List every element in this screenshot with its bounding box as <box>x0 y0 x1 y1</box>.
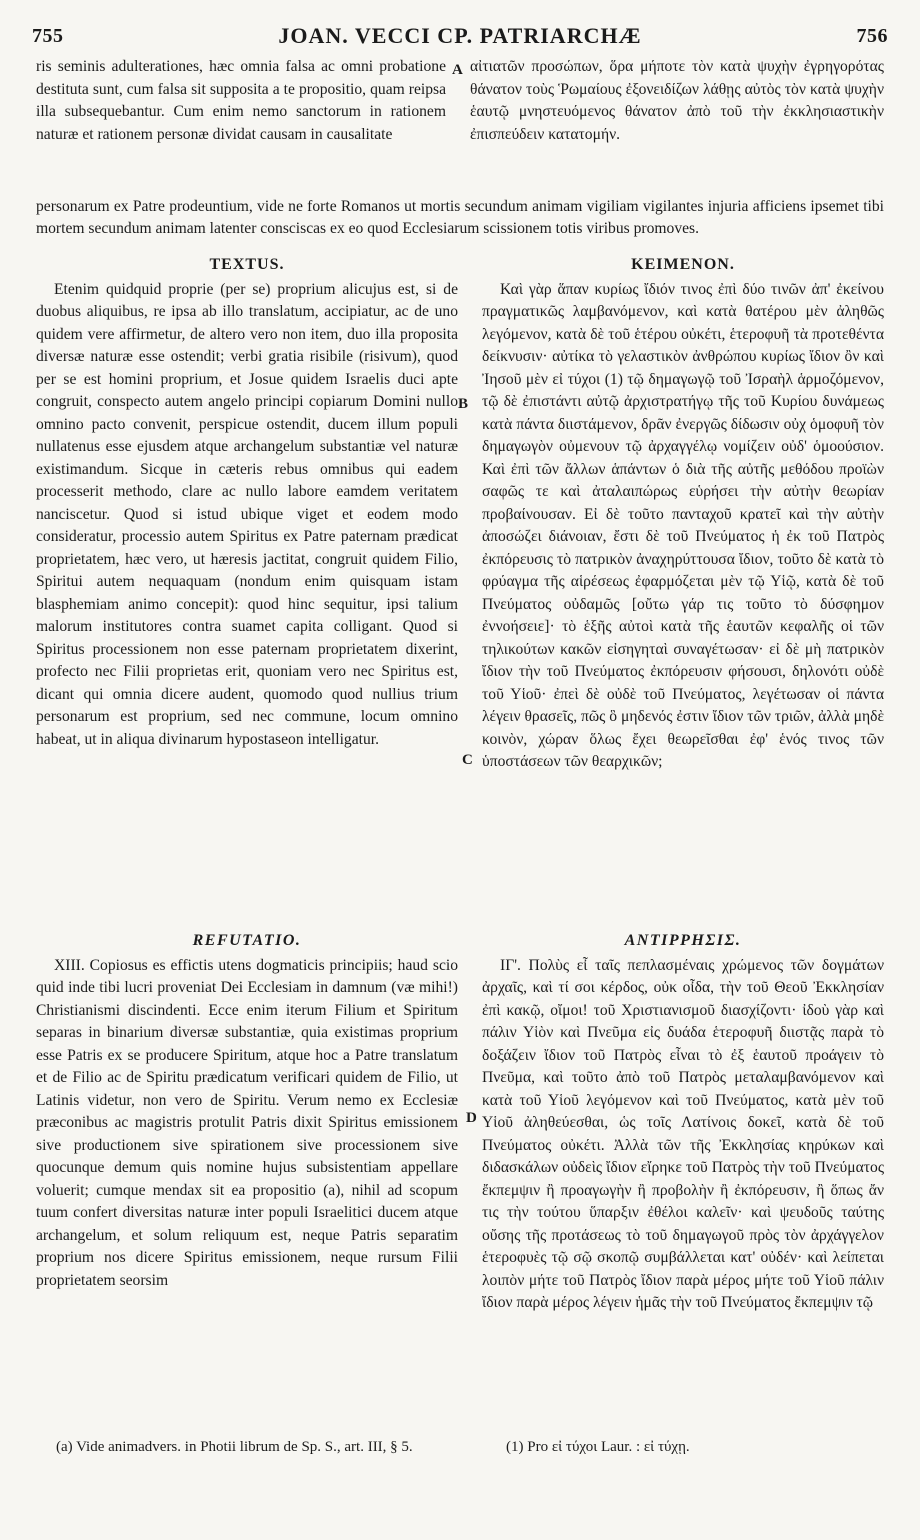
refutatio-heading: REFUTATIO. <box>192 932 302 949</box>
keimenon-column <box>482 252 884 774</box>
keimenon-heading: ΚΕΙΜΕΝΟΝ. <box>631 256 735 273</box>
antirrhesis-column <box>482 928 884 1315</box>
margin-marker-c: C <box>462 752 473 768</box>
footnote-right: (1) Pro εἰ τύχοι Laur. : εἰ τύχῃ. <box>506 1439 690 1455</box>
antirrhesis-heading: ΑΝΤΙΡΡΗΣΙΣ. <box>624 932 742 949</box>
refutatio-column <box>36 928 458 1292</box>
top-greek-continuation: αἰτιατῶν προσώπων, ὅρα μήποτε τὸν κατὰ ψυχὴν ἐγρηγορότας θάνατον τοὺς Ῥωμαίους ἐξονειδίζων λάθῃς αὐτὸς τὸν κατὰ ψυχὴν ἑαυτῷ μνηστευόμενος θάνατον ἀπὸ τοῦ τὴν ἐκκλησιαστικὴν ἐπισπεύδειν κατατομήν. <box>470 58 884 143</box>
textus-column <box>36 252 458 751</box>
keimenon-body: Καὶ γὰρ ἅπαν κυρίως ἴδιόν τινος ἐπὶ δύο τινῶν ἀπ' ἐκείνου πραγματικῶς λαμβανόμενον, καὶ κατὰ θατέρου μὲν ἀληθῶς λεγόμενον, κατὰ δὲ τοῦ ἑτέρου οὐκέτι, ἑτεροφυῆ τὰ προτεθέντα δείκνυσιν· αὐτίκα τὸ γελαστικὸν ἀνθρώπου κυρίως ἴδιον ὂν καὶ Ἰησοῦ μὲν εἰ τύχοι (1) τῷ δημαγωγῷ τοῦ Ἰσραὴλ ἁρμοζόμενον, τῷ δὲ ἐπιστάντι αὐτῷ ἀρχιστρατήγῳ τῆς τοῦ Κυρίου δυνάμεως κατὰ πάντα διιστάμενον, δρᾶν ἐνεργῶς δίδωσιν οὐχ ὁμοφυῆ τὸν δημαγωγὸν οὐμενουν τῷ ἀρχαγγέλῳ νομίζειν οὐδ' ὁμοούσιον. Καὶ ἐπὶ τῶν ἄλλων ἁπάντων ὁ διὰ τῆς αὐτῆς μεθόδου προϊὼν σαφῶς τε καὶ ἀταλαιπώρως εὑρήσει τὴν αὐτὴν θεωρίαν προβαίνουσαν. Εἰ δὲ τοῦτο πανταχοῦ κρατεῖ καὶ τὴν αὐτὴν ἀποσώζει διάνοιαν, ἔστι δὲ τοῦ Πνεύματος ἡ ἐκ τοῦ Πατρὸς ἐκπόρευσις τὸ πατρικὸν ἀναχηρύττουσα ἴδιον, τοῦτο δὲ κατὰ τὸ φρύαγμα τῆς αἱρέσεως ἐφαρμόζεται μὲν τῷ Υἱῷ, κατὰ δὲ τοῦ Πνεύματος οὐδαμῶς [οὔτω γάρ τις τοῦτο τὸ δύσφημον ἐννοήσειε]· τὸ ἑξῆς αὐτοὶ κατὰ τῆς ἑαυτῶν κεφαλῆς οἱ τῶν τηλικούτων κακῶν εἰσηγηταὶ συναγέτωσαν· εἰ δὲ μὴ πατρικὸν ἴδιον τὴν τοῦ Πνεύματος ἐκπόρευσιν φήσουσι, δηλονότι οὐδὲ τοῦ Υἱοῦ· ἐπεὶ δὲ οὐδὲ τοῦ Πνεύματος, λεγέτωσαν οἱ πάντα λέγειν θρασεῖς, πῶς ὃ μηδενός ἐστιν ἴδιον τῶν τριῶν, ἀλλὰ μηδὲ κοινὸν, χώραν ὅλως ἔχει θεωρεῖσθαι ἐφ' ἑνός τινος τῶν ὑποστάσεων τῶν θεαρχικῶν; <box>482 280 884 770</box>
top-full-width-paragraph: personarum ex Patre prodeuntium, vide ne forte Romanos ut mortis secundum animam vigiliam vigilantes injuria afficiens ipsemet tibi mortem secundum animam latenter consciscas ex eo quod Ecclesiarum scissionem totis viribus promoves. <box>36 197 884 238</box>
footnote-left: (a) Vide animadvers. in Photii librum de Sp. S., art. III, § 5. <box>56 1439 413 1455</box>
top-latin-continuation: ris seminis adulterationes, hæc omnia falsa ac omni probatione destituta sunt, cum falsa sit supposita a te propositio, quam reipsa illa subsequebantur. Cum enim nemo sanctorum in rationem naturæ et rationem personæ dividat causam in causalitate <box>36 58 446 143</box>
running-header <box>32 20 888 52</box>
textus-body: Etenim quidquid proprie (per se) proprium alicujus est, si de duobus aliquibus, re ipsa ab illo translatum, accipiatur, ac de uno quidem vere affirmetur, de altero vero non item, duo illa proposita diversæ naturæ esse ostendit; verbi gratia risibile (risivum), quod per se est homini proprium, et Josue quidem Israelis duci apte congruit, conspecto autem angelo principi copiarum Domini nullo omnino pacto convenit, perspicue ostendit, ducem illum populi nullatenus esse ejusdem atque archangelum substantiæ vel naturæ existimandum. Sicque in cæteris rebus omnibus qui eadem processerit methodo, clare ac nullo labore eamdem veritatem nanciscetur. Quod si istud ubique viget et eodem modo consideratur, processio autem Spiritus ex Patre paternam prædicat proprietatem, hæc vero, ut hæresis jactitat, congruit quidem Filio, Spiritui autem nequaquam (nondum enim quisquam istam blasphemiam animo concepit): quod hinc sequitur, ipsi talium malorum institutores contra suamet capita colligant. Quod si Spiritus processionem non esse paternam proprietatem dixerint, profecto nec Filii proprietas erit, quoniam vero nec Spiritus est, dicant qui omnia dicere audent, quomodo quod nullius trium personarum est proprium, sed nec commune, locum omnino habeat, ut in aliqua divinarum hypostaseon intelligatur. <box>36 280 458 748</box>
running-title: JOAN. VECCI CP. PATRIARCHÆ <box>278 23 642 48</box>
antirrhesis-body: ΙΓ'. Πολὺς εἶ ταῖς πεπλασμέναις χρώμενος τῶν δογμάτων ἀρχαῖς, καὶ τί σοι κέρδος, οὐκ οἶδα, τὴν τοῦ Θεοῦ Ἐκκλησίαν ἐπὶ κακῷ, οἴμοι! τοῦ Χριστιανισμοῦ διασχίζοντι· ἰδοὺ γὰρ καὶ πάλιν Υἱὸν καὶ Πνεῦμα εἰς δυάδα ἑτεροφυῆ διιστᾷς παρὰ τὸ δοξάζειν ἴδιον τοῦ Πατρὸς εἶναι τὸ ἐξ ἑαυτοῦ προάγειν τὸ Πνεῦμα, καὶ τοῦτο ἀπὸ τοῦ Πατρὸς μεταλαμβανόμενον καὶ κατὰ τοῦ Υἱοῦ λεγόμενον καὶ τοῦ Πνεύματος, κατὰ μὲν τοῦ Υἱοῦ ἀληθεύεσθαι, ὡς τοῖς Λατίνοις δοκεῖ, κατὰ δὲ τοῦ Πνεύματος οὐκέτι. Ἀλλὰ τῶν τῆς Ἐκκλησίας κηρύκων καὶ διδασκάλων οὐδεὶς ἴδιον εἴρηκε τοῦ Πατρὸς τὴν τοῦ Πνεύματος ἔκπεμψιν ἢ προαγωγὴν ἢ προβολὴν ἢ ἐκπόρευσιν, ἢ ὅπως ἄν τις τὴν τούτου ὕπαρξιν ἐθέλοι καλεῖν· καὶ ψευδοῦς ταύτης οὔσης τῆς προτάσεως τὸ τοῦ δημαγωγοῦ πρὸς τὸν ἀρχάγγελον ἑτεροφυὲς τῷ σῷ σκοπῷ συμβάλλεται κατ' οὐδέν· καὶ λείπεται λοιπὸν μήτε τοῦ Πατρὸς ἴδιον παρὰ μέρος μήτε τοῦ Υἱοῦ πάλιν ἴδιον παρὰ μέρος λέγειν ἡμᾶς τὴν τοῦ Πνεύματος ἔκπεμψιν τῷ <box>482 956 884 1311</box>
refutatio-body: XIII. Copiosus es effictis utens dogmaticis principiis; haud scio quid inde tibi lucri proveniat Dei Ecclesiam in damnum (væ mihi!) Christianismi discindenti. Ecce enim iterum Filium et Spiritum separas in binarium diversæ substantiæ, quia existimas proprium esse Patris ex se producere Spiritum, atque hoc a Patre translatum et de Filio ac de Spiritu prædicatum verificari quidem de Filio, ut Latinis videtur, non vero de Spiritu. Verum nemo ex Ecclesiæ præconibus ac magistris protulit Patris dixit Spiritus emissionem sive productionem sive spirationem sive processionem sive quocunque demum quis nomine hujus subsistentiam appellare voluerit; cumque mendax sit ea propositio (a), nihil ad scopum tuum confert diversitas naturæ inter populi Israelitici ducem atque archangelum, et solum reliquum est, neque Patris separatim proprium nos dicere Spiritus emissionem, neque rursum Filii proprietatem seorsim <box>36 956 458 1289</box>
margin-marker-d: D <box>466 1110 477 1126</box>
page-number-right: 756 <box>856 24 888 47</box>
textus-heading: TEXTUS. <box>209 256 285 273</box>
margin-marker-b: B <box>458 396 469 412</box>
page-number-left: 755 <box>32 24 64 47</box>
margin-marker-a: A <box>452 62 463 78</box>
